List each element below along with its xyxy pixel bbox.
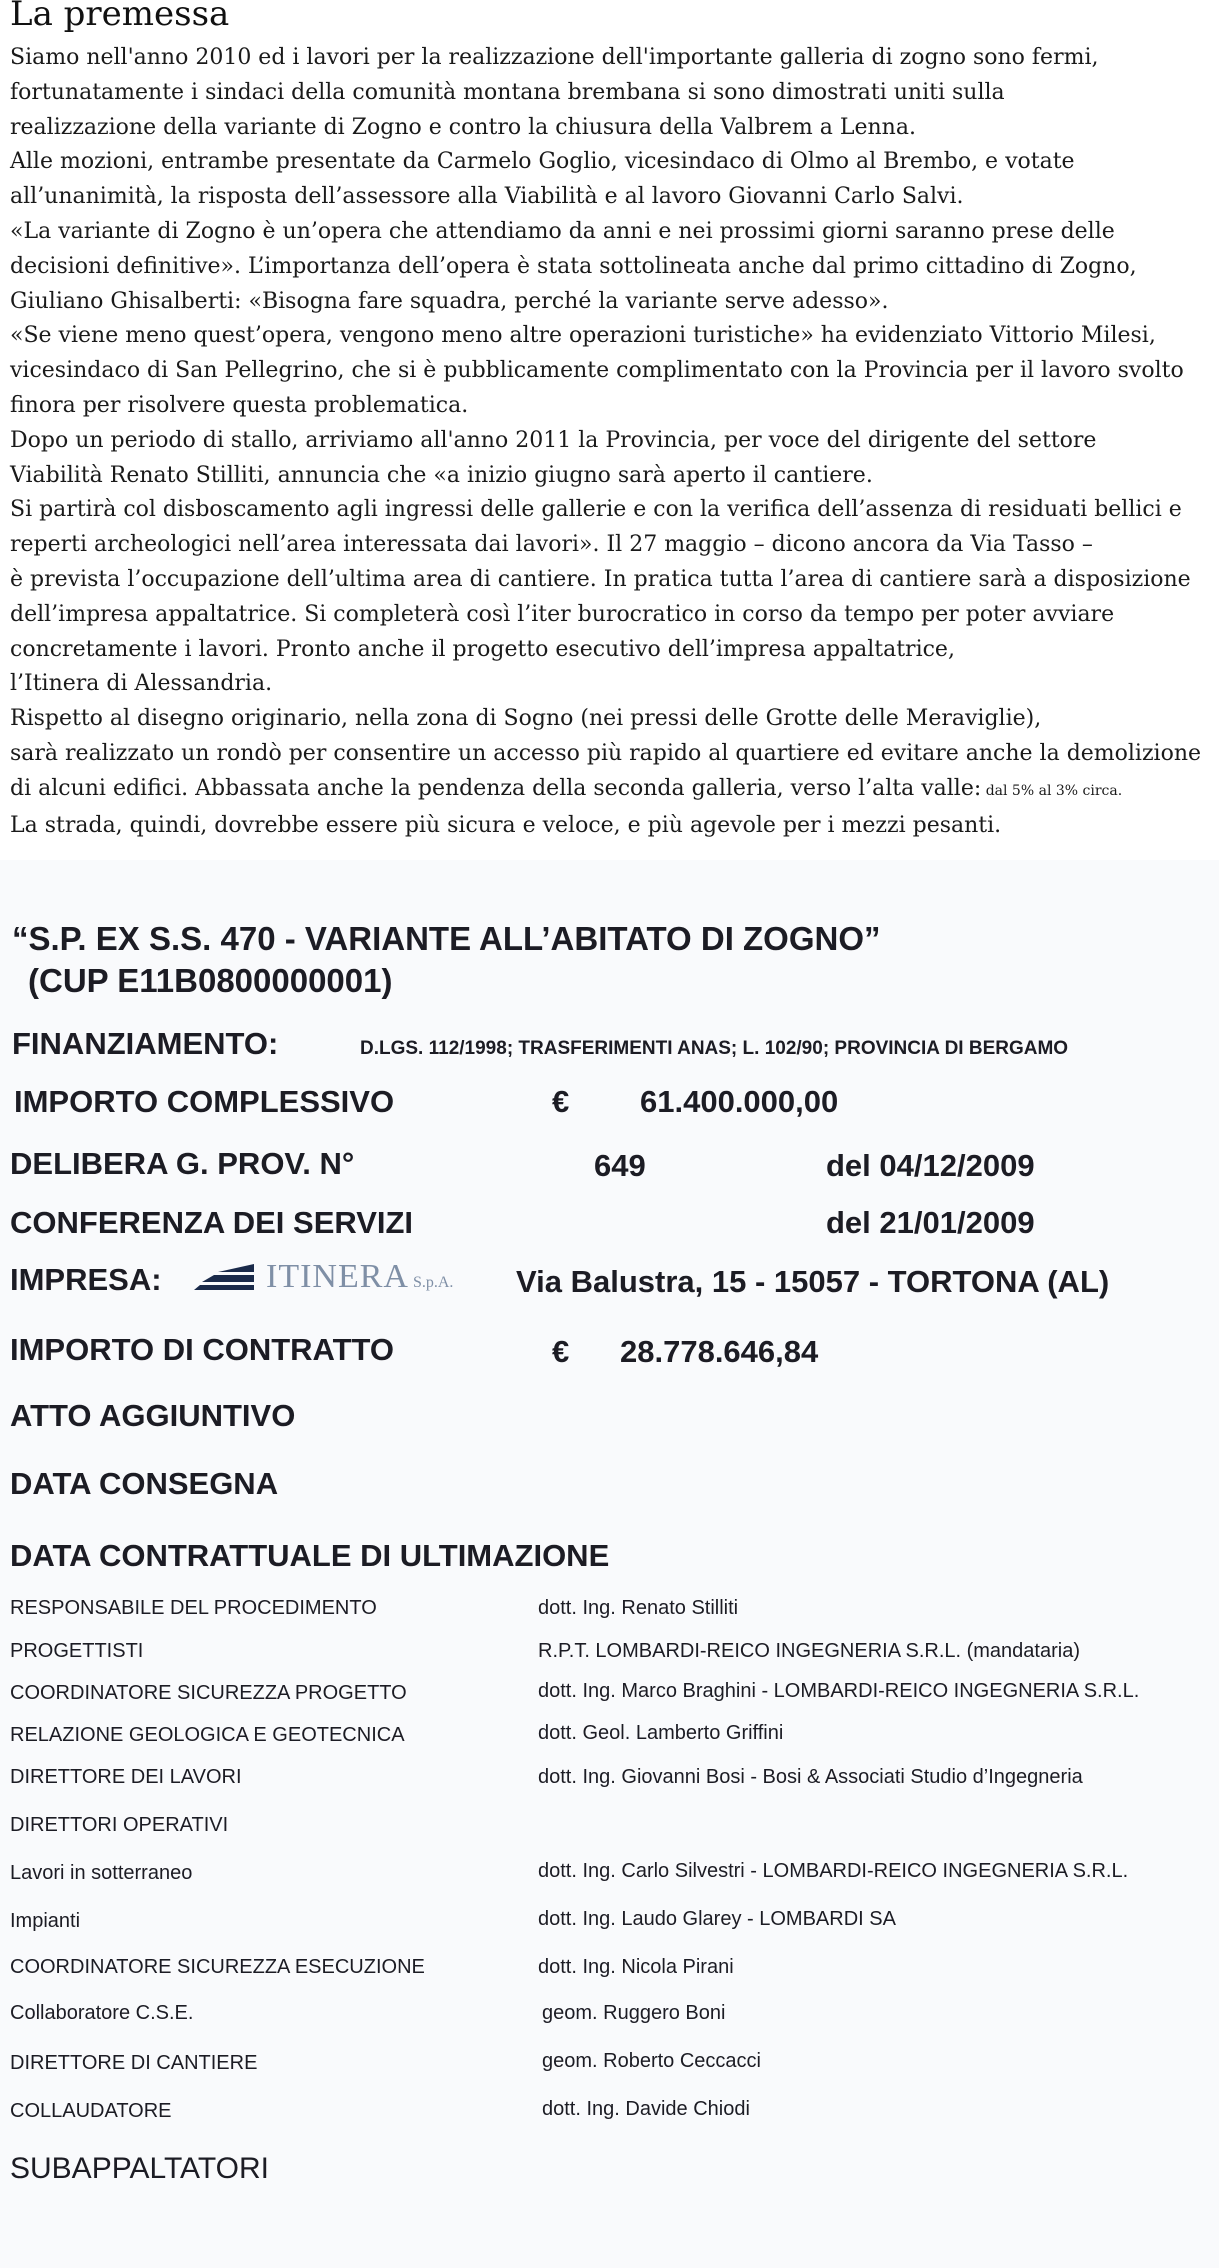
- premessa-line: decisioni definitive». L’importanza dell’opera è stata sottolineata anche dal primo cittadino di Zogno,: [10, 253, 1137, 279]
- premessa-line: all’unanimità, la risposta dell’assessore alla Viabilità e al lavoro Giovanni Carlo Salvi.: [10, 184, 964, 210]
- delibera-date: del 04/12/2009: [826, 1148, 1035, 1183]
- subappaltatori: SUBAPPALTATORI: [10, 2152, 269, 2185]
- board-cup: (CUP E11B0800000001): [28, 962, 393, 999]
- role-name: dott. Ing. Marco Braghini - LOMBARDI-REICO INGEGNERIA S.R.L.: [538, 1680, 1140, 1702]
- importo-value: 61.400.000,00: [640, 1084, 839, 1119]
- itinera-logo-name: ITINERA: [266, 1258, 409, 1295]
- role-label: PROGETTISTI: [10, 1640, 144, 1662]
- premessa-line: «Se viene meno quest’opera, vengono meno altre operazioni turistiche» ha evidenziato Vittorio Milesi,: [10, 323, 1156, 349]
- premessa-line: Alle mozioni, entrambe presentate da Carmelo Goglio, vicesindaco di Olmo al Brembo, e votate: [10, 149, 1075, 175]
- premessa-line: dell’impresa appaltatrice. Si completerà così l’iter burocratico in corso da tempo per poter avviare: [10, 601, 1115, 627]
- itinera-logo-suffix: S.p.A.: [408, 1274, 454, 1291]
- premessa-section: [0, 0, 1219, 860]
- premessa-line: concretamente i lavori. Pronto anche il progetto esecutivo dell’impresa appaltatrice,: [10, 636, 955, 662]
- role-name: dott. Ing. Laudo Glarey - LOMBARDI SA: [538, 1908, 896, 1930]
- itinera-logo-text: [266, 1258, 453, 1296]
- premessa-line: La strada, quindi, dovrebbe essere più sicura e veloce, e più agevole per i mezzi pesanti.: [10, 812, 1002, 838]
- role-label: Collaboratore C.S.E.: [10, 2002, 194, 2024]
- premessa-title: La premessa: [10, 0, 230, 34]
- premessa-line: sarà realizzato un rondò per consentire un accesso più rapido al quartiere ed evitare anche la demolizione: [10, 740, 1202, 766]
- role-name: dott. Ing. Carlo Silvestri - LOMBARDI-REICO INGEGNERIA S.R.L.: [538, 1860, 1129, 1882]
- impresa-address: Via Balustra, 15 - 15057 - TORTONA (AL): [516, 1264, 1110, 1299]
- impresa-label: IMPRESA:: [10, 1262, 162, 1297]
- finanziamento-label: FINANZIAMENTO:: [12, 1026, 279, 1061]
- premessa-line: Rispetto al disegno originario, nella zona di Sogno (nei pressi delle Grotte delle Meraviglie),: [10, 706, 1042, 732]
- role-label: DIRETTORE DEI LAVORI: [10, 1766, 242, 1788]
- role-label: DIRETTORE DI CANTIERE: [10, 2052, 258, 2074]
- atto-aggiuntivo: ATTO AGGIUNTIVO: [10, 1398, 296, 1433]
- premessa-line: vicesindaco di San Pellegrino, che si è pubblicamente complimentato con la Provincia per il lavoro svolto: [10, 358, 1184, 384]
- data-ultimazione: DATA CONTRATTUALE DI ULTIMAZIONE: [10, 1538, 610, 1573]
- premessa-line: Viabilità Renato Stilliti, annuncia che «a inizio giugno sarà aperto il cantiere.: [10, 462, 873, 488]
- role-label: DIRETTORI OPERATIVI: [10, 1814, 229, 1836]
- premessa-text: [10, 41, 1215, 843]
- premessa-line: finora per risolvere questa problematica.: [10, 392, 469, 418]
- premessa-line: [10, 772, 1215, 809]
- importo-label: IMPORTO COMPLESSIVO: [14, 1084, 395, 1119]
- premessa-line: realizzazione della variante di Zogno e contro la chiusura della Valbrem a Lenna.: [10, 114, 916, 140]
- delibera-number: 649: [594, 1148, 646, 1183]
- role-label: Lavori in sotterraneo: [10, 1862, 193, 1884]
- premessa-line: Dopo un periodo di stallo, arriviamo all'anno 2011 la Provincia, per voce del dirigente del settore: [10, 427, 1097, 453]
- contratto-value: 28.778.646,84: [620, 1334, 819, 1369]
- delibera-label: DELIBERA G. PROV. N°: [10, 1146, 355, 1181]
- itinera-logo-icon: [192, 1260, 256, 1292]
- board-heading: “S.P. EX S.S. 470 - VARIANTE ALL’ABITATO DI ZOGNO”: [12, 920, 881, 957]
- role-name: geom. Ruggero Boni: [542, 2002, 726, 2024]
- premessa-line: reperti archeologici nell’area interessata dai lavori». Il 27 maggio – dicono ancora da Via Tasso –: [10, 532, 1093, 558]
- role-label: COORDINATORE SICUREZZA PROGETTO: [10, 1682, 407, 1704]
- role-name: geom. Roberto Ceccacci: [542, 2050, 761, 2072]
- conferenza-date: del 21/01/2009: [826, 1205, 1035, 1240]
- role-name: dott. Ing. Nicola Pirani: [538, 1956, 734, 1978]
- premessa-line: l’Itinera di Alessandria.: [10, 671, 273, 697]
- conferenza-label: CONFERENZA DEI SERVIZI: [10, 1205, 414, 1240]
- role-label: RESPONSABILE DEL PROCEDIMENTO: [10, 1597, 377, 1619]
- role-name: dott. Geol. Lamberto Griffini: [538, 1722, 784, 1744]
- role-name: R.P.T. LOMBARDI-REICO INGEGNERIA S.R.L. (mandataria): [538, 1640, 1080, 1662]
- finanziamento-value: D.LGS. 112/1998; TRASFERIMENTI ANAS; L. 102/90; PROVINCIA DI BERGAMO: [360, 1038, 1069, 1059]
- premessa-line: fortunatamente i sindaci della comunità montana brembana si sono dimostrati uniti sulla: [10, 79, 1005, 105]
- role-label: COORDINATORE SICUREZZA ESECUZIONE: [10, 1956, 425, 1978]
- premessa-small-note: dal 5% al 3% circa.: [981, 782, 1123, 799]
- role-label: COLLAUDATORE: [10, 2100, 172, 2122]
- premessa-line: Giuliano Ghisalberti: «Bisogna fare squadra, perché la variante serve adesso».: [10, 288, 889, 314]
- data-consegna: DATA CONSEGNA: [10, 1466, 279, 1501]
- role-label: RELAZIONE GEOLOGICA E GEOTECNICA: [10, 1724, 405, 1746]
- role-name: dott. Ing. Giovanni Bosi - Bosi & Associati Studio d’Ingegneria: [538, 1766, 1083, 1788]
- importo-currency: €: [552, 1084, 570, 1119]
- contratto-label: IMPORTO DI CONTRATTO: [10, 1332, 395, 1367]
- premessa-line-main: di alcuni edifici. Abbassata anche la pendenza della seconda galleria, verso l’alta valle:: [10, 775, 982, 801]
- role-label: Impianti: [10, 1910, 81, 1932]
- premessa-line: è prevista l’occupazione dell’ultima area di cantiere. In pratica tutta l’area di cantiere sarà a disposizione: [10, 566, 1191, 592]
- premessa-line: Siamo nell'anno 2010 ed i lavori per la realizzazione dell'importante galleria di zogno sono fermi,: [10, 45, 1099, 70]
- premessa-line: «La variante di Zogno è un’opera che attendiamo da anni e nei prossimi giorni saranno prese delle: [10, 218, 1115, 244]
- premessa-line: Si partirà col disboscamento agli ingressi delle gallerie e con la verifica dell’assenza di residuati bellici e: [10, 497, 1182, 523]
- role-name: dott. Ing. Davide Chiodi: [542, 2098, 750, 2120]
- role-name: dott. Ing. Renato Stilliti: [538, 1597, 739, 1619]
- itinera-logo: [192, 1256, 482, 1298]
- contratto-currency: €: [552, 1334, 570, 1369]
